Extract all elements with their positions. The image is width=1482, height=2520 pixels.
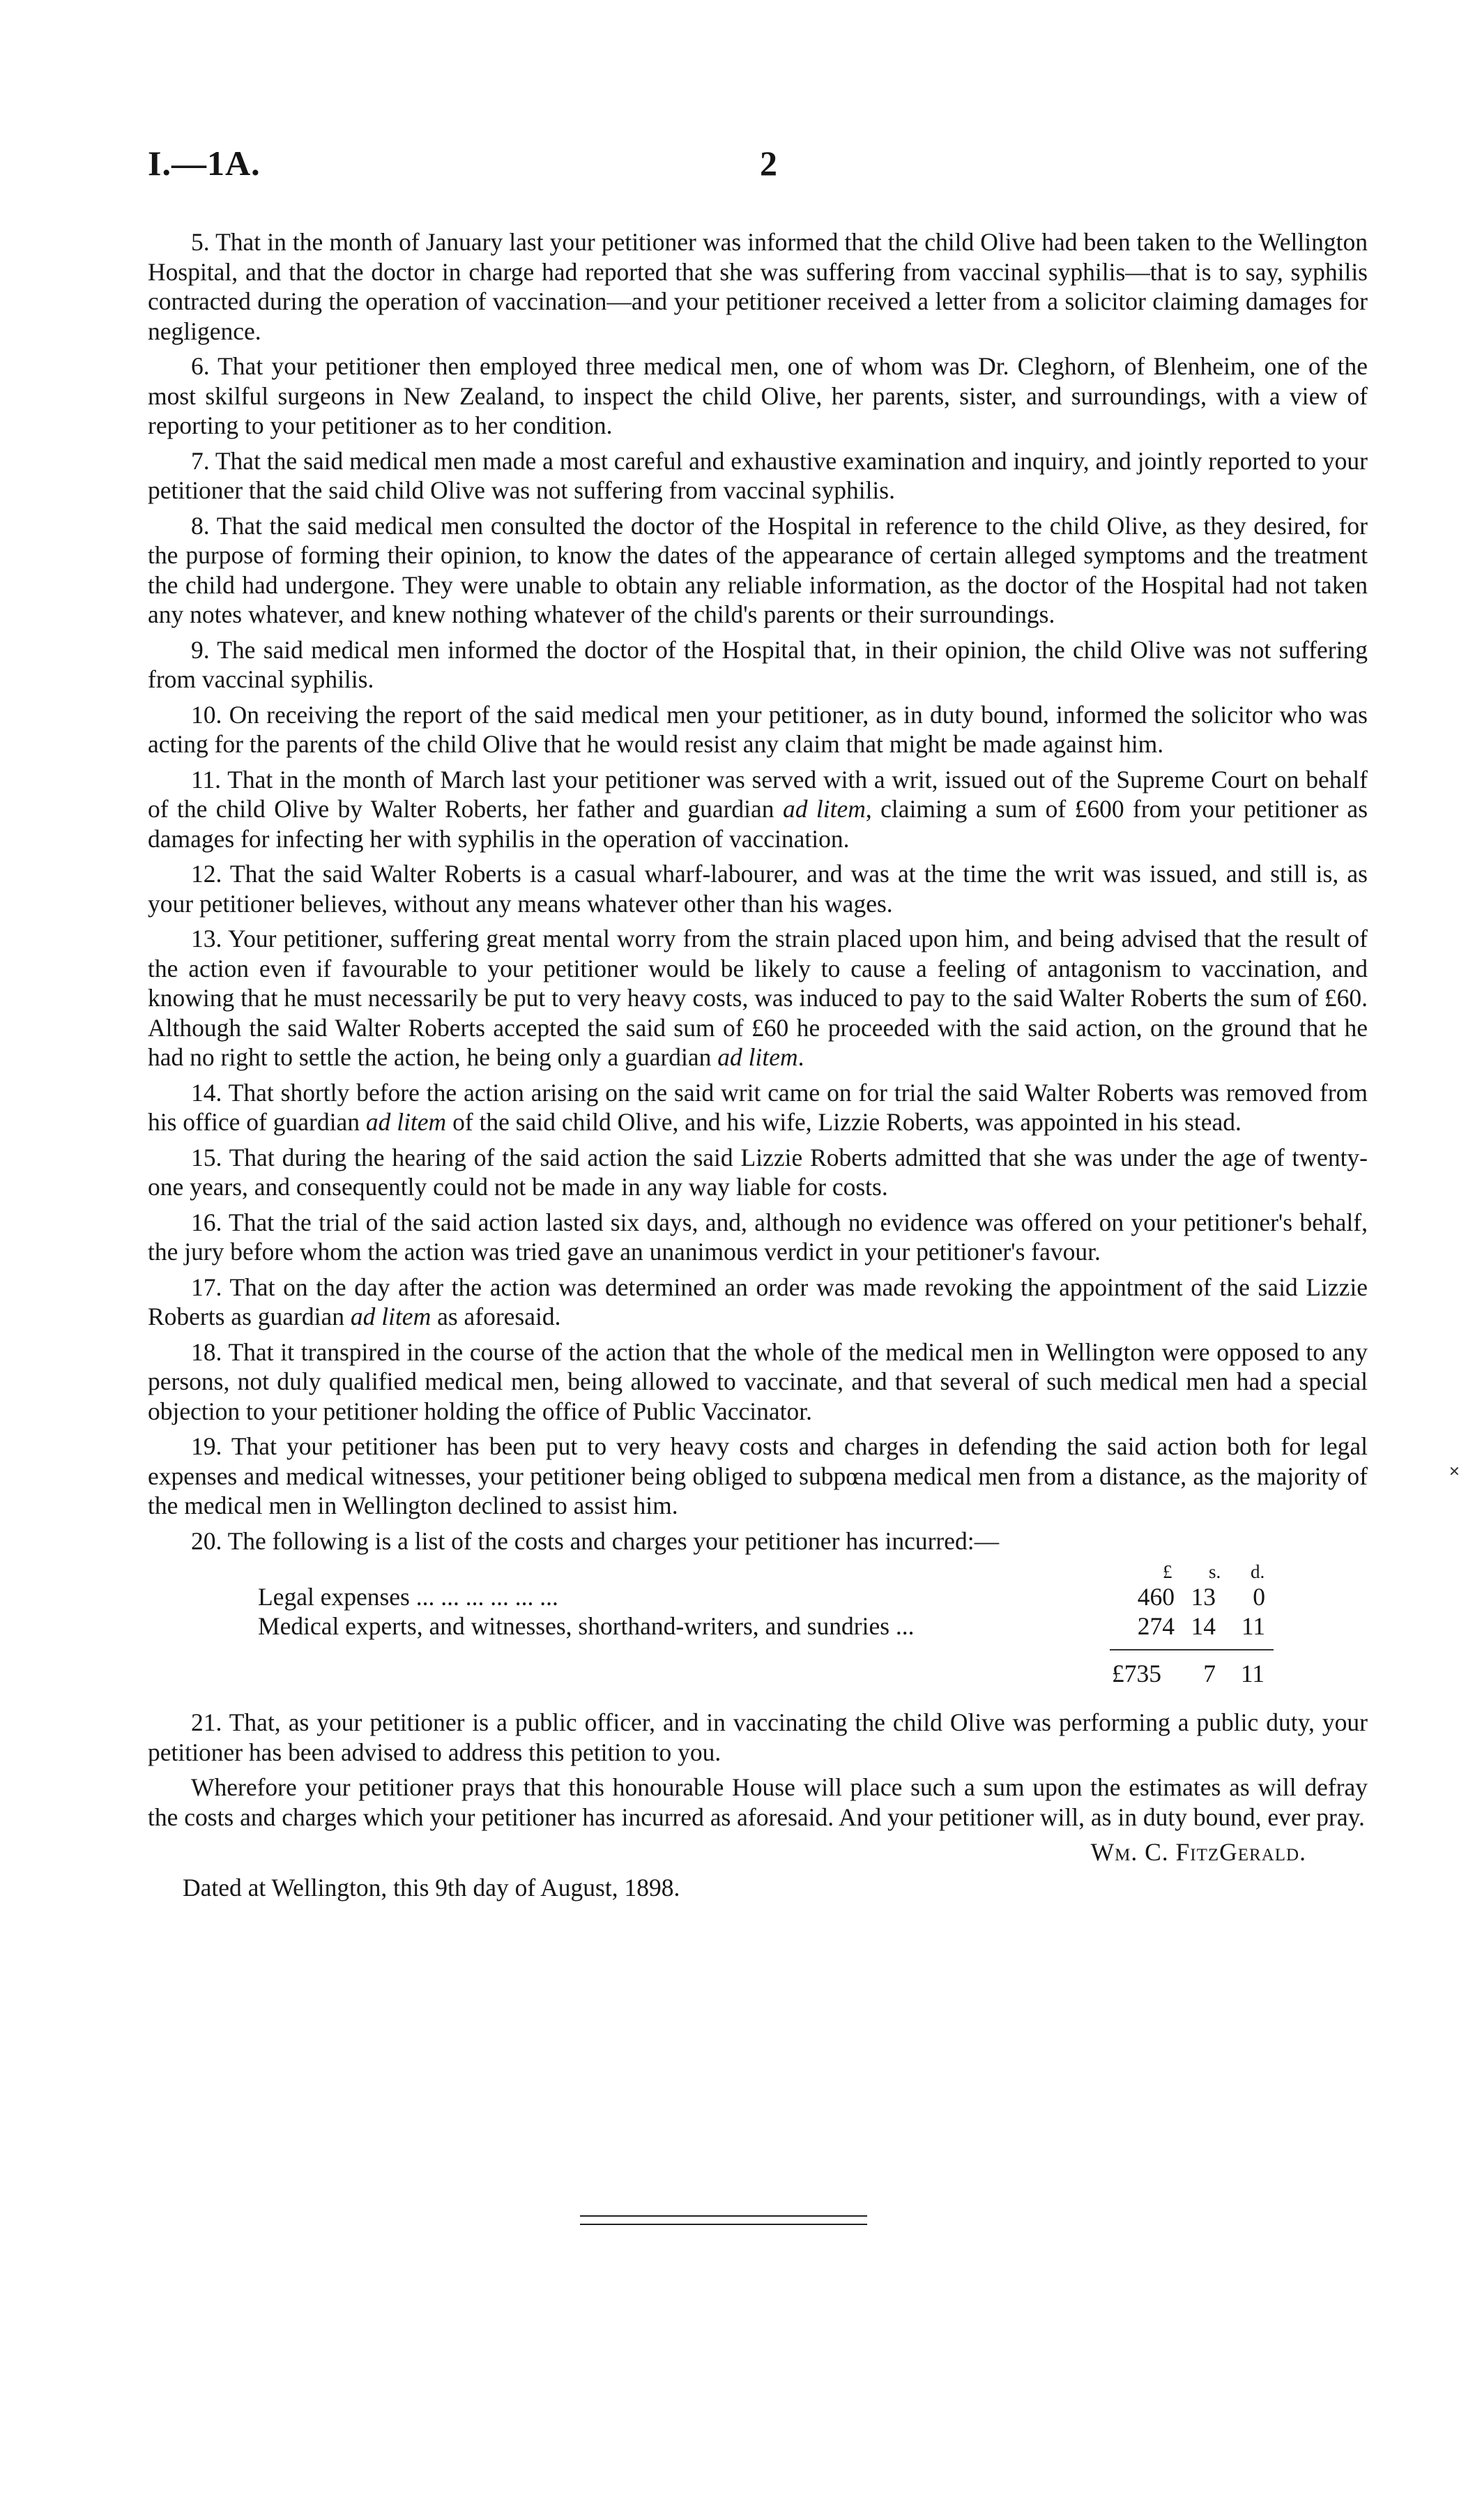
paragraph-number: 5. bbox=[191, 228, 210, 256]
paragraph-15 bbox=[148, 1143, 1368, 1202]
paragraph-5 bbox=[148, 227, 1368, 346]
petition-body bbox=[148, 227, 1368, 1902]
paragraph-text: That on the day after the action was determined an order was made revoking the appointment of the said Lizzie Roberts as guardian bbox=[148, 1273, 1368, 1330]
paragraph-text: . bbox=[797, 1043, 804, 1071]
italic-term: ad litem bbox=[717, 1043, 798, 1071]
paragraph-18 bbox=[148, 1337, 1368, 1427]
paragraph-number: 17. bbox=[191, 1273, 222, 1301]
paragraph-9 bbox=[148, 635, 1368, 694]
paragraph-number: 10. bbox=[191, 700, 222, 729]
paragraph-text: as aforesaid. bbox=[431, 1303, 561, 1330]
paragraph-text: On receiving the report of the said medical men your petitioner, as in duty bound, informed the solicitor who was acting for the parents of the child Olive that he would resist any claim that might be made against him. bbox=[148, 700, 1368, 758]
shillings-header: s. bbox=[1209, 1561, 1221, 1582]
paragraph-text: That the said Walter Roberts is a casual wharf-labourer, and was at the time the writ was issued, and still is, as your petitioner believes, without any means whatever other than his wages. bbox=[148, 860, 1368, 918]
paragraph-text: Wherefore your petitioner prays that this honourable House will place such a sum upon the estimates as will defray the costs and charges which your petitioner has incurred as aforesaid. And your petitioner will, as in duty bound, ever pray. bbox=[148, 1773, 1368, 1831]
cost-row-legal bbox=[258, 1582, 1272, 1611]
prayer-paragraph bbox=[148, 1773, 1368, 1832]
signature: Wm. C. FitzGerald. bbox=[1090, 1838, 1306, 1866]
pounds-header: £ bbox=[1163, 1561, 1172, 1582]
cost-label: Medical experts, and witnesses, shorthand-writers, and sundries ... bbox=[258, 1612, 915, 1640]
paragraph-number: 7. bbox=[191, 446, 210, 475]
cost-total bbox=[1078, 1659, 1273, 1688]
paragraph-21 bbox=[148, 1708, 1368, 1767]
margin-mark: ✕ bbox=[1449, 1464, 1460, 1480]
cost-row-medical bbox=[258, 1611, 1272, 1641]
italic-term: ad litem bbox=[782, 795, 866, 823]
paragraph-10 bbox=[148, 700, 1368, 759]
paragraph-text: That shortly before the action arising on the said writ came on for trial the said Walter Roberts was removed from his office of guardian bbox=[148, 1078, 1368, 1136]
paragraph-11 bbox=[148, 765, 1368, 854]
cost-pence: 0 bbox=[1253, 1583, 1265, 1611]
paragraph-number: 13. bbox=[191, 925, 222, 952]
paragraph-text: That in the month of January last your petitioner was informed that the child Olive had been taken to the Wellington Hospital, and that the doctor in charge had reported that she was suffering from vaccinal syphilis—that is to say, syphilis contracted during the operation of vaccination—and your petitioner received a letter from a solicitor claiming damages for negligence. bbox=[148, 228, 1368, 345]
total-shillings: 7 bbox=[1203, 1660, 1216, 1687]
paragraph-14 bbox=[148, 1078, 1368, 1137]
paragraph-number: 14. bbox=[191, 1078, 222, 1107]
paragraph-8 bbox=[148, 511, 1368, 630]
paragraph-number: 9. bbox=[191, 635, 210, 664]
cost-pounds: 274 bbox=[1137, 1612, 1175, 1640]
paragraph-text: The said medical men informed the doctor of the Hospital that, in their opinion, the child Olive was not suffering from vaccinal syphilis. bbox=[148, 635, 1368, 693]
paragraph-13 bbox=[148, 924, 1368, 1072]
cost-label: Legal expenses ... ... ... ... ... ... bbox=[258, 1583, 558, 1611]
cost-shillings: 14 bbox=[1191, 1612, 1216, 1640]
paragraph-number: 18. bbox=[191, 1337, 222, 1366]
cost-pounds: 460 bbox=[1137, 1583, 1175, 1611]
paragraph-number: 21. bbox=[191, 1708, 222, 1736]
page-header bbox=[148, 143, 1375, 192]
paragraph-number: 19. bbox=[191, 1432, 222, 1460]
paragraph-number: 12. bbox=[191, 860, 222, 888]
cost-shillings: 13 bbox=[1191, 1583, 1216, 1611]
paragraph-17 bbox=[148, 1273, 1368, 1332]
paragraph-text: That the said medical men made a most careful and exhaustive examination and inquiry, and jointly reported to your petitioner that the said child Olive was not suffering from vaccinal syphilis. bbox=[148, 446, 1368, 504]
paragraph-text: , claiming a sum of £600 from your petitioner as damages for infecting her with syphilis in the operation of vaccination. bbox=[148, 795, 1368, 853]
dated-line: Dated at Wellington, this 9th day of August, 1898. bbox=[183, 1873, 680, 1902]
numbered-paragraphs bbox=[148, 227, 1368, 1556]
italic-term: ad litem bbox=[365, 1108, 447, 1136]
document-reference: I.—1A. bbox=[148, 144, 261, 183]
paragraph-number: 11. bbox=[191, 765, 222, 794]
paragraph-number: 8. bbox=[191, 511, 210, 540]
paragraph-number: 15. bbox=[191, 1143, 222, 1171]
page-number: 2 bbox=[760, 144, 777, 183]
paragraph-text: Your petitioner, suffering great mental worry from the strain placed upon him, and being advised that the result of the action even if favourable to your petitioner would be likely to cause a feeling of antagonism to vaccination, and knowing that he must necessarily be put to very heavy costs, was induced to pay to the said Walter Roberts the sum of £60. Although the said Walter Roberts accepted the said sum of £60 he proceeded with the said action, on the ground that he had no right to settle the action, he being only a guardian bbox=[148, 925, 1368, 1071]
paragraph-12 bbox=[148, 859, 1368, 918]
paragraph-text: That during the hearing of the said action the said Lizzie Roberts admitted that she was under the age of twenty-one years, and consequently could not be made in any way liable for costs. bbox=[148, 1143, 1368, 1201]
paragraph-number: 16. bbox=[191, 1208, 222, 1236]
italic-term: ad litem bbox=[350, 1303, 431, 1330]
paragraph-text: That the trial of the said action lasted six days, and, although no evidence was offered on your petitioner's behalf, the jury before whom the action was tried gave an unanimous verdict in your petitioner's favour. bbox=[148, 1208, 1368, 1266]
closing-double-rule bbox=[580, 2215, 867, 2225]
paragraph-19 bbox=[148, 1432, 1368, 1521]
paragraph-7 bbox=[148, 446, 1368, 506]
paragraph-16 bbox=[148, 1208, 1368, 1267]
cost-pence: 11 bbox=[1241, 1612, 1265, 1640]
total-pounds: £735 bbox=[1112, 1660, 1161, 1687]
pence-header: d. bbox=[1251, 1561, 1265, 1582]
paragraph-text: That your petitioner has been put to very heavy costs and charges in defending the said action both for legal expenses and medical witnesses, your petitioner being obliged to subpœna medical men from a distance, as the majority of the medical men in Wellington declined to assist him. bbox=[148, 1432, 1368, 1519]
paragraph-text: That, as your petitioner is a public officer, and in vaccinating the child Olive was performing a public duty, your petitioner has been advised to address this petition to you. bbox=[148, 1708, 1368, 1766]
paragraph-text: That your petitioner then employed three medical men, one of whom was Dr. Cleghorn, of Blenheim, one of the most skilful surgeons in New Zealand, to inspect the child Olive, her parents, sister, and surroundings, with a view of reporting to your petitioner as to her condition. bbox=[148, 352, 1368, 439]
paragraph-number: 20. bbox=[191, 1526, 222, 1555]
paragraph-6 bbox=[148, 351, 1368, 441]
paragraph-number: 6. bbox=[191, 352, 210, 380]
paragraph-text: of the said child Olive, and his wife, Lizzie Roberts, was appointed in his stead. bbox=[446, 1108, 1242, 1136]
paragraph-text: That in the month of March last your petitioner was served with a writ, issued out of the Supreme Court on behalf of the child Olive by Walter Roberts, her father and guardian bbox=[148, 765, 1368, 823]
paragraph-text: That the said medical men consulted the doctor of the Hospital in reference to the child Olive, as they desired, for the purpose of forming their opinion, to know the dates of the appearance of certain alleged symptoms and the treatment the child had undergone. They were unable to obtain any reliable information, as the doctor of the Hospital had not taken any notes whatever, and knew nothing whatever of the child's parents or their surroundings. bbox=[148, 511, 1368, 628]
costs-table bbox=[148, 1561, 1368, 1708]
paragraph-text: The following is a list of the costs and charges your petitioner has incurred:— bbox=[227, 1526, 1000, 1555]
paragraph-text: That it transpired in the course of the action that the whole of the medical men in Wellington were opposed to any persons, not duly qualified medical men, being allowed to vaccinate, and that several of such medical men had a special objection to your petitioner holding the office of Public Vaccinator. bbox=[148, 1337, 1368, 1425]
paragraph-20 bbox=[148, 1526, 1368, 1556]
total-pence: 11 bbox=[1240, 1660, 1265, 1687]
sum-rule bbox=[1110, 1649, 1274, 1650]
